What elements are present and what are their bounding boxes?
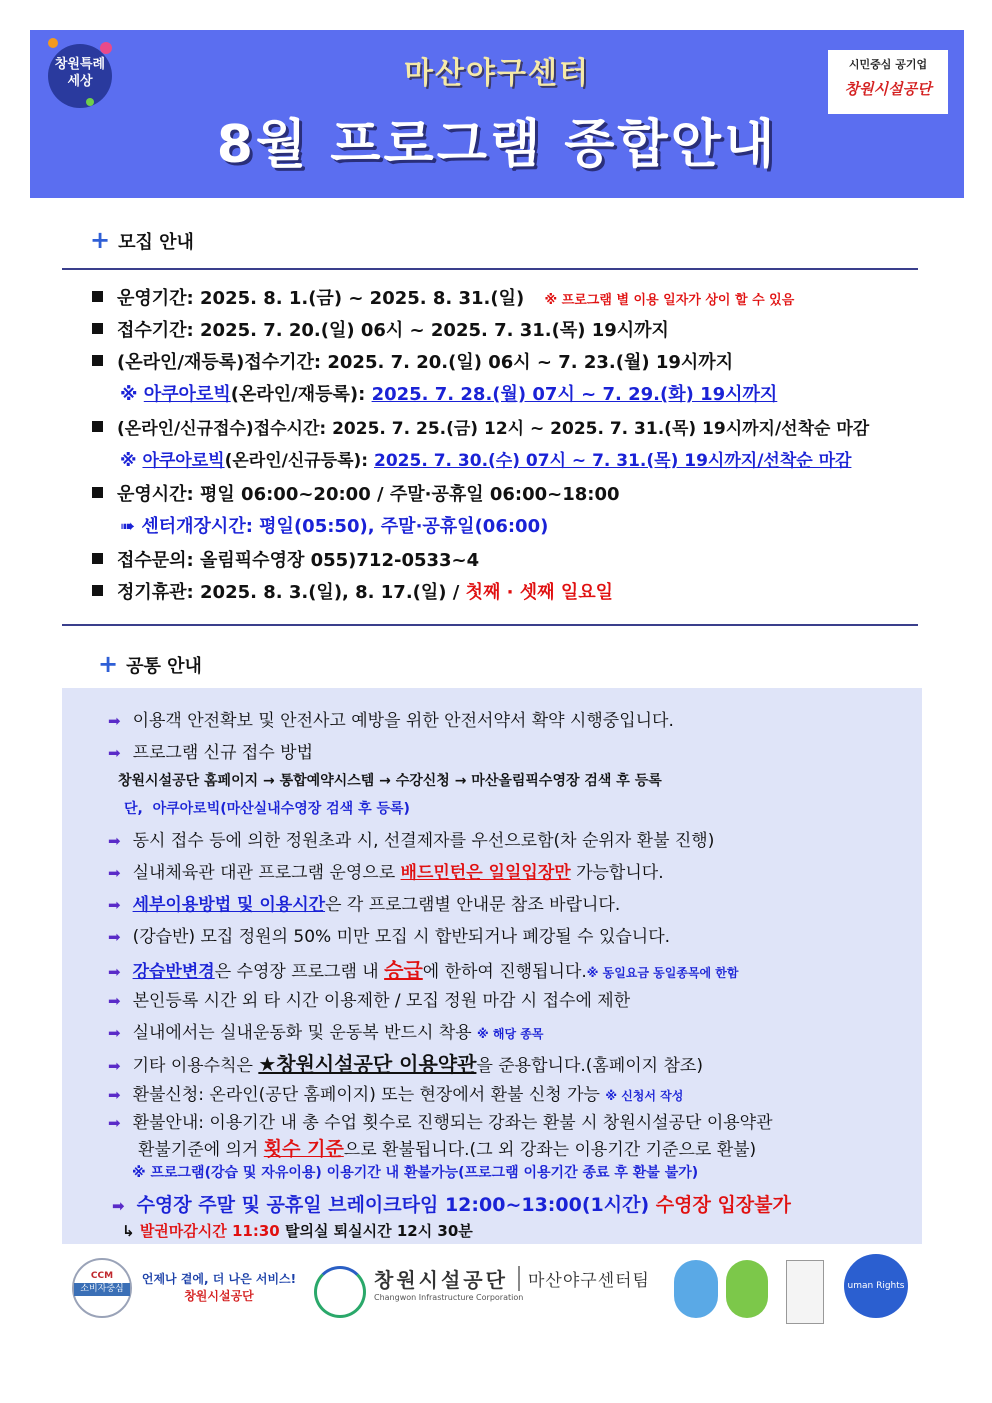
aqua-re-name: 아쿠아로빅 [143, 384, 231, 405]
period-note: ※ 프로그램 별 이용 일자가 상이 할 수 있음 [544, 293, 795, 308]
notice-text: (강습반) 모집 정원의 50% 미만 모집 시 합반되거나 폐강될 수 있습니다. [132, 927, 671, 947]
aqua-new-mid: (온라인/신규등록): [224, 451, 369, 471]
team-name: 마산야구센터팀 [518, 1266, 650, 1291]
aqua-new-name: 아쿠아로빅 [142, 451, 225, 471]
arrow-icon: ➡ [108, 744, 121, 762]
notice-line [108, 738, 313, 763]
badminton-note: 배드민턴은 일일입장만 [400, 863, 571, 883]
corp-tag-name: 창원시설공단 [844, 80, 932, 98]
form-note: ※ 신청서 작성 [605, 1089, 684, 1103]
notice-line [108, 922, 670, 947]
notice-line [108, 1080, 683, 1105]
inquiry-row [92, 546, 479, 572]
refund-note: ※ 프로그램(강습 및 자유이용) 이용기간 내 환불가능(프로그램 이용기간 종료 후 환불 불가) [132, 1165, 699, 1181]
notice-line [124, 798, 410, 818]
notice-text: 은 각 프로그램별 안내문 참조 바랍니다. [325, 895, 621, 915]
notice-text: 프로그램 신규 접수 방법 [132, 743, 314, 763]
period-text: 운영기간: 2025. 8. 1.(금) ~ 2025. 8. 31.(일) [117, 288, 525, 309]
arrow-icon: ➡ [112, 1197, 125, 1215]
open-hours-row [120, 512, 548, 538]
notice-line [132, 1162, 698, 1182]
aqua-signup-note: 아쿠아로빅(마산실내수영장 검색 후 등록) [152, 801, 410, 817]
bullet-square-icon [92, 553, 103, 564]
arrow-icon: ➡ [108, 1057, 121, 1075]
corp-logo-en: Changwon Infrastructure Corporation [374, 1293, 524, 1302]
closed-text: 정기휴관: 2025. 8. 3.(일), 8. 17.(일) / [117, 582, 460, 603]
slogan-line1: 언제나 곁에, 더 나은 서비스! [141, 1272, 297, 1286]
notice-line [108, 826, 714, 851]
notice-line [118, 770, 662, 790]
human-rights-text: uman Rights [847, 1281, 905, 1291]
aqua-re-mid: (온라인/재등록): [230, 384, 366, 405]
common-title-text: 공통 안내 [126, 656, 202, 677]
plus-icon: + [90, 226, 111, 254]
notice-text: 환불안내: 이용기간 내 총 수업 횟수로 진행되는 강좌는 환불 시 창원시설공단 이용약관 [132, 1113, 773, 1133]
ticket-deadline: 발권마감시간 11:30 [139, 1222, 280, 1240]
notice-text: 환불신청: 온라인(공단 홈페이지) 또는 현장에서 환불 신청 가능 [132, 1085, 600, 1105]
arrow-icon: ➡ [108, 963, 121, 981]
city-logo-text: 창원특례 세상 [54, 57, 106, 89]
notice-text: 본인등록 시간 외 타 시간 이용제한 / 모집 정원 마감 시 접수에 제한 [132, 991, 631, 1011]
promotion-text: 승급 [384, 958, 423, 982]
notice-line [108, 954, 739, 983]
count-basis-text: 횟수 기준 [263, 1138, 344, 1160]
bullet-square-icon [92, 355, 103, 366]
notice-text: 실내에서는 실내운동화 및 운동복 반드시 착용 [132, 1023, 472, 1043]
detail-link-text: 세부이용방법 및 이용시간 [132, 895, 326, 915]
terms-text: ★창원시설공단 이용약관 [258, 1052, 477, 1076]
apply-row [92, 316, 669, 342]
recruit-section-title [90, 226, 194, 254]
notice-line [108, 858, 664, 883]
notice-text: 동시 접수 등에 의한 정원초과 시, 선결제자를 우선으로함(차 순위자 환불 진행) [132, 831, 715, 851]
slogan-line2: 창원시설공단 [184, 1289, 254, 1303]
same-fee-note: ※ 동일요금 동일종목에 한함 [586, 966, 739, 980]
arrow-icon: ➡ [108, 1114, 121, 1132]
logo-dot-orange [48, 38, 58, 48]
notice-text: 환불기준에 의거 [138, 1140, 259, 1160]
corp-tag [828, 50, 948, 114]
online-re-row [92, 348, 733, 374]
arrow-icon: ➡ [108, 712, 121, 730]
corp-logo [374, 1264, 523, 1302]
notice-text: 이용객 안전확보 및 안전사고 예방을 위한 안전서약서 확약 시행중입니다. [132, 711, 674, 731]
open-hours-text: 센터개장시간: 평일(05:50), 주말·공휴일(06:00) [141, 516, 549, 537]
bullet-square-icon [92, 585, 103, 596]
ccm-mid: 소비자중심 [74, 1283, 130, 1296]
arrow-icon: ➡ [108, 864, 121, 882]
arrow-icon: ➡ [108, 1086, 121, 1104]
arrow-icon: ➡ [108, 992, 121, 1010]
divider [62, 268, 918, 270]
note-prefix: 단, [124, 801, 143, 817]
corp-logo-name: 창원시설공단 [374, 1268, 508, 1292]
break-time-text: 수영장 주말 및 공휴일 브레이크타임 12:00~13:00(1시간) [136, 1194, 650, 1216]
aqua-new-date: 2025. 7. 30.(수) 07시 ~ 7. 31.(목) 19시까지/선착순 마감 [374, 451, 852, 471]
notice-line [112, 1190, 791, 1217]
locker-checkout: 탈의실 퇴실시간 12시 30분 [284, 1222, 473, 1240]
apply-text: 접수기간: 2025. 7. 20.(일) 06시 ~ 2025. 7. 31.(목) 19시까지 [117, 320, 669, 341]
corp-tag-slogan: 시민중심 공기업 [848, 58, 928, 71]
arrow-icon: ➡ [108, 896, 121, 914]
online-new-text: (온라인/신규접수)접수시간: 2025. 7. 25.(금) 12시 ~ 2025. 7. 31.(목) 19시까지/선착순 마감 [117, 419, 870, 439]
human-rights-icon [844, 1254, 908, 1318]
signup-path: 창원시설공단 홈페이지 → 통합예약시스템 → 수강신청 → 마산올림픽수영장 검색 후 등록 [118, 773, 662, 789]
no-entry-text: 수영장 입장불가 [655, 1194, 791, 1216]
mascot-blue-icon [674, 1260, 718, 1318]
class-change-text: 강습반변경 [132, 962, 215, 982]
bullet-square-icon [92, 421, 103, 432]
hours-row [92, 480, 620, 506]
notice-text: 을 준용합니다.(홈페이지 참조) [476, 1056, 703, 1076]
notice-line [108, 706, 674, 731]
notice-line [108, 1108, 773, 1133]
inquiry-text: 접수문의: 올림픽수영장 055)712-0533~4 [117, 550, 480, 571]
center-name: 마산야구센터 [404, 56, 590, 91]
notice-line [122, 1220, 473, 1241]
notice-text: 에 한하여 진행됩니다. [422, 962, 587, 982]
arrow-icon: ➡ [108, 832, 121, 850]
header-banner [30, 30, 964, 198]
footer-logos [62, 1252, 922, 1332]
arrow-icon: ➡ [108, 1024, 121, 1042]
notice-text: 가능합니다. [576, 863, 664, 883]
page-title: 8월 프로그램 종합안내 [216, 115, 778, 175]
mascot-green-icon [726, 1260, 768, 1318]
notice-text: 으로 환불됩니다.(그 외 강좌는 이용기간 기준으로 환불) [343, 1140, 757, 1160]
notice-text: 은 수영장 프로그램 내 [214, 962, 379, 982]
plus-icon: + [98, 650, 119, 678]
notice-line [138, 1134, 756, 1161]
note-mark: ※ [120, 384, 138, 405]
sport-note: ※ 해당 종목 [477, 1027, 544, 1041]
changwon-city-icon [314, 1266, 366, 1318]
aqua-re-row [120, 380, 777, 406]
period-row [92, 284, 794, 310]
bullet-square-icon [92, 323, 103, 334]
divider [62, 624, 918, 626]
notice-line [108, 890, 620, 915]
notice-text: 기타 이용수칙은 [132, 1056, 253, 1076]
online-new-row [92, 414, 869, 439]
closed-days: 첫째 · 셋째 일요일 [465, 582, 613, 603]
notice-text: 실내체육관 대관 프로그램 운영으로 [132, 863, 396, 883]
notice-line [108, 1048, 703, 1077]
note-mark: ※ [120, 451, 137, 471]
hours-text: 운영시간: 평일 06:00~20:00 / 주말·공휴일 06:00~18:00 [117, 484, 620, 505]
aqua-re-date: 2025. 7. 28.(월) 07시 ~ 7. 29.(화) 19시까지 [371, 384, 778, 405]
notice-line [108, 1018, 543, 1043]
notice-line [108, 986, 630, 1011]
ccm-top: CCM [90, 1271, 114, 1281]
certificate-icon [786, 1260, 824, 1324]
sub-arrow-icon: ↳ [122, 1222, 135, 1240]
arrow-icon: ➡ [108, 928, 121, 946]
bullet-square-icon [92, 487, 103, 498]
ccm-badge-icon [72, 1258, 132, 1318]
online-re-text: (온라인/재등록)접수기간: 2025. 7. 20.(일) 06시 ~ 7. 23.(월) 19시까지 [117, 352, 734, 373]
bullet-square-icon [92, 291, 103, 302]
common-section-title [98, 650, 202, 678]
slogan [138, 1270, 300, 1304]
recruit-title-text: 모집 안내 [118, 232, 194, 253]
closed-row [92, 578, 613, 604]
aqua-new-row [120, 446, 851, 471]
arrow-right-icon: ➠ [120, 516, 136, 537]
